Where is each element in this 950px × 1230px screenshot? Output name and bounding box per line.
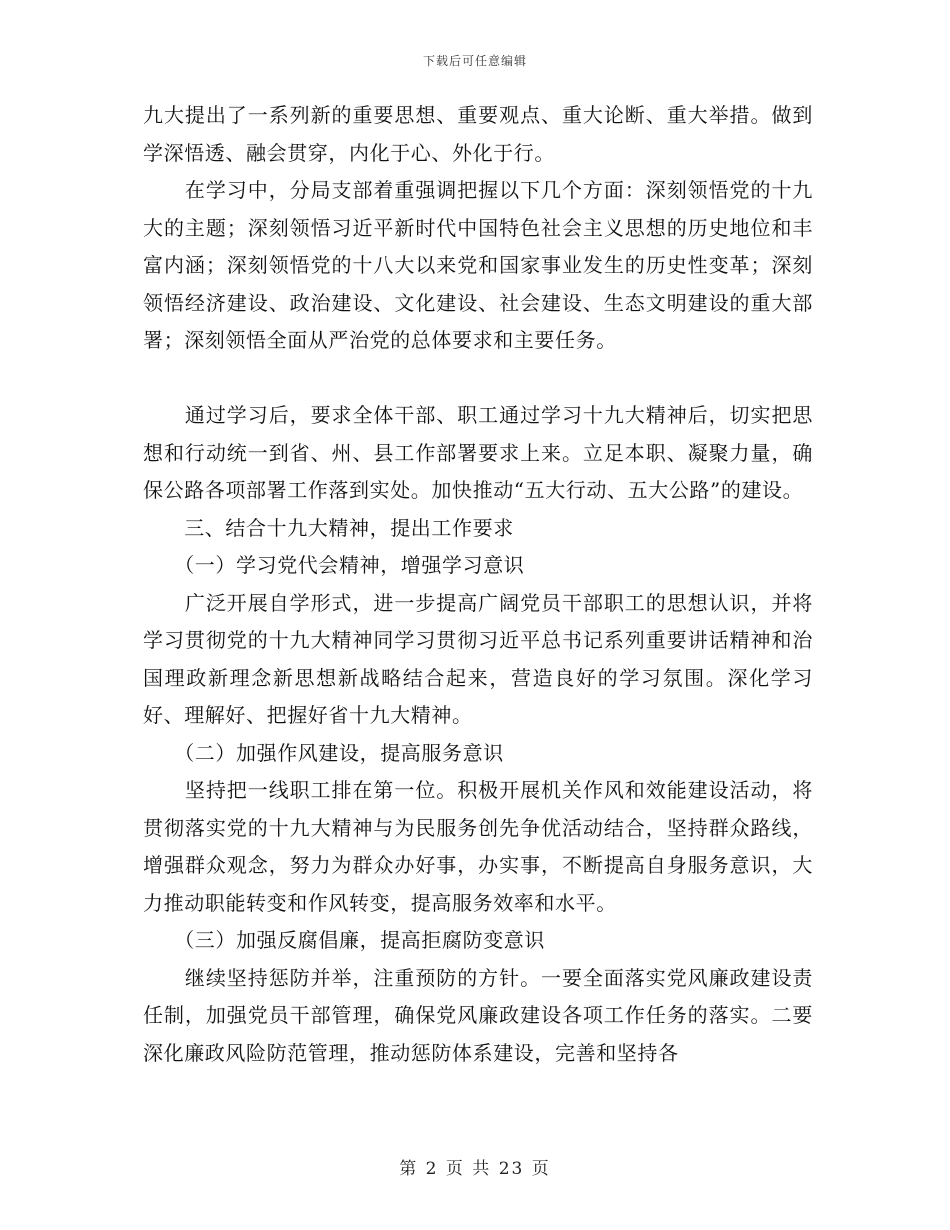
paragraph-after-study: 通过学习后，要求全体干部、职工通过学习十九大精神后，切实把思想和行动统一到省、州、县工作部署要求上来。立足本职、凝聚力量，确保公路各项部署工作落到实处。加快推动“五大行动、五大公路”的建设。 [143, 403, 813, 502]
document-body [143, 97, 813, 1072]
subheading-one: （一）学习党代会精神，增强学习意识 [143, 553, 525, 577]
paragraph-spacer [143, 360, 813, 398]
header-note: 下载后可任意编辑 [422, 54, 527, 68]
paragraph-intro-continued: 九大提出了一系列新的重要思想、重要观点、重大论断、重大举措。做到学深悟透、融会贯穿，内化于心、外化于行。 [143, 103, 813, 165]
section-heading-three: 三、结合十九大精神，提出工作要求 [143, 515, 514, 540]
subheading-three: （三）加强反腐倡廉，提高拒腐防变意识 [143, 928, 545, 952]
paragraph-anti-corruption: 继续坚持惩防并举，注重预防的方针。一要全面落实党风廉政建设责任制，加强党员干部管理，确保党风廉政建设各项工作任务的落实。二要深化廉政风险防范管理，推动惩防体系建设，完善和坚持各 [143, 965, 813, 1065]
paragraph-self-study: 广泛开展自学形式，进一步提高广阔党员干部职工的思想认识，并将学习贯彻党的十九大精神同学习贯彻习近平总书记系列重要讲话精神和治国理政新理念新思想新战略结合起来，营造良好的学习氛围。深化学习好、理解好、把握好省十九大精神。 [143, 590, 813, 727]
paragraph-work-style: 坚持把一线职工排在第一位。积极开展机关作风和效能建设活动，将贯彻落实党的十九大精神与为民服务创先争优活动结合，坚持群众路线，增强群众观念，努力为群众办好事，办实事，不断提高自身服务意识，大力推动职能转变和作风转变，提高服务效率和水平。 [143, 778, 813, 915]
page-number: 第 2 页 共 23 页 [399, 1159, 551, 1179]
subheading-two: （二）加强作风建设，提高服务意识 [143, 740, 504, 765]
paragraph-study-points: 在学习中，分局支部着重强调把握以下几个方面：深刻领悟党的十九大的主题；深刻领悟习近平新时代中国特色社会主义思想的历史地位和丰富内涵；深刻领悟党的十八大以来党和国家事业发生的历史性变革；深刻领悟经济建设、政治建设、文化建设、社会建设、生态文明建设的重大部署；深刻领悟全面从严治党的总体要求和主要任务。 [143, 178, 813, 352]
